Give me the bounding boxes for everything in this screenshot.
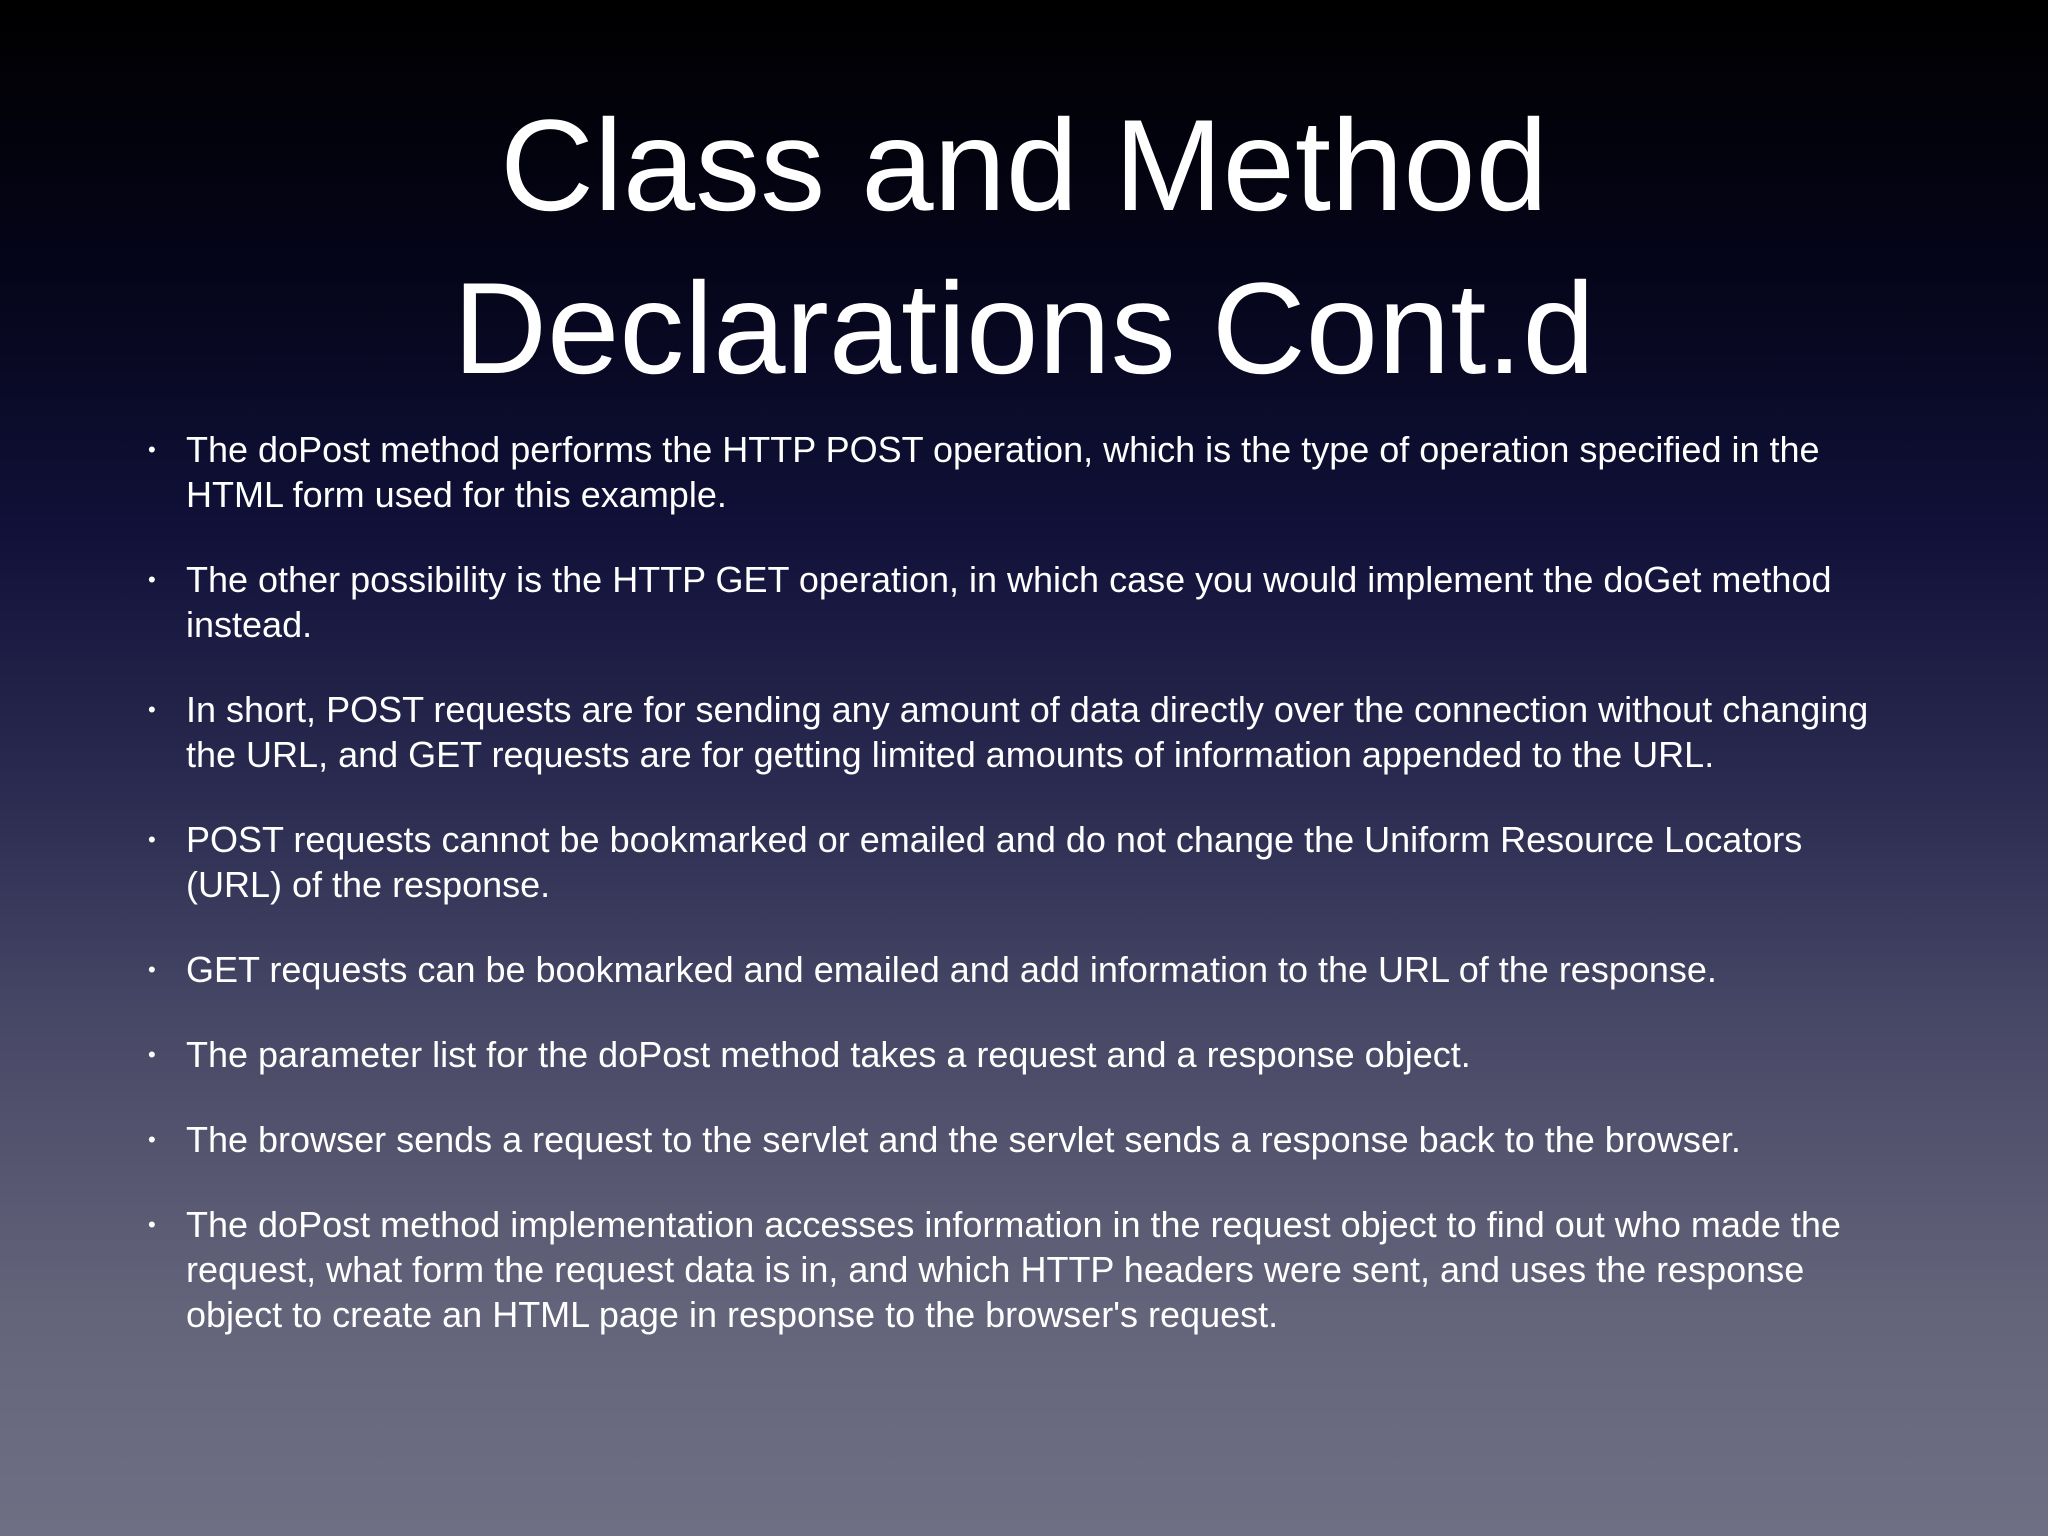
bullet-text: The browser sends a request to the servlet and the servlet sends a response back to the browser. [186,1119,1741,1160]
bullet-list [148,427,1908,1377]
bullet-text: The parameter list for the doPost method takes a request and a response object. [186,1034,1471,1075]
bullet-item [148,1032,1908,1077]
slide-title-line-1: Class and Method [500,92,1548,238]
bullet-dot-icon: • [148,697,156,722]
bullet-text: The other possibility is the HTTP GET operation, in which case you would implement the doGet method instead. [186,559,1832,645]
bullet-item [148,1202,1908,1337]
bullet-dot-icon: • [148,567,156,592]
bullet-dot-icon: • [148,1127,156,1152]
bullet-item [148,1117,1908,1162]
bullet-item [148,427,1908,517]
bullet-item [148,557,1908,647]
bullet-dot-icon: • [148,437,156,462]
bullet-item [148,687,1908,777]
bullet-text: POST requests cannot be bookmarked or emailed and do not change the Uniform Resource Locators (URL) of the response. [186,819,1803,905]
slide-title [0,84,2048,410]
bullet-dot-icon: • [148,1042,156,1067]
bullet-item [148,947,1908,992]
bullet-text: The doPost method performs the HTTP POST operation, which is the type of operation specified in the HTML form used for this example. [186,429,1820,515]
bullet-dot-icon: • [148,827,156,852]
bullet-dot-icon: • [148,957,156,982]
slide-title-line-2: Declarations Cont.d [453,255,1595,401]
bullet-text: GET requests can be bookmarked and emailed and add information to the URL of the response. [186,949,1717,990]
bullet-text: The doPost method implementation accesses information in the request object to find out who made the request, what form the request data is in, and which HTTP headers were sent, and uses the response object to create an HTML page in response to the browser's request. [186,1204,1841,1335]
bullet-item [148,817,1908,907]
bullet-text: In short, POST requests are for sending any amount of data directly over the connection without changing the URL, and GET requests are for getting limited amounts of information appended to the URL. [186,689,1869,775]
bullet-dot-icon: • [148,1212,156,1237]
